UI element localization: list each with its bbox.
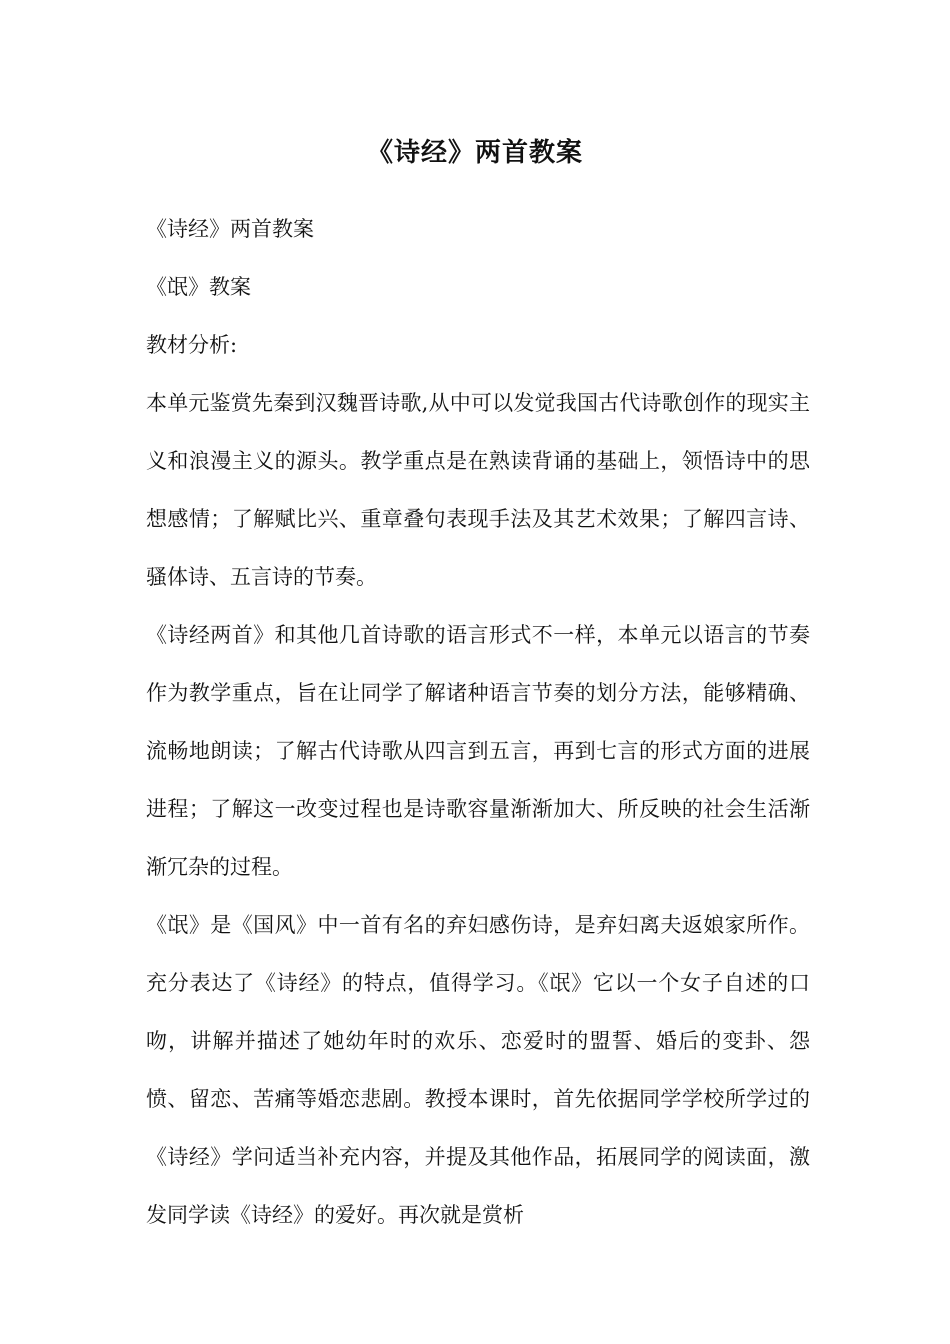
- paragraph-lesson-heading: 《氓》教案: [146, 275, 251, 299]
- paragraph-unit-analysis: 本单元鉴赏先秦到汉魏晋诗歌,从中可以发觉我国古代诗歌创作的现实主义和浪漫主义的源头。教学重点是在熟读背诵的基础上，领悟诗中的思想感情；了解赋比兴、重章叠句表现手法及其艺术效果；了解四言诗、骚体诗、五言诗的节奏。: [146, 391, 810, 589]
- document-title: 《诗经》两首教案: [366, 138, 583, 168]
- paragraph-meng-analysis: 《氓》是《国风》中一首有名的弃妇感伤诗，是弃妇离夫返娘家所作。充分表达了《诗经》的特点，值得学习。《氓》它以一个女子自述的口吻，讲解并描述了她幼年时的欢乐、恋爱时的盟誓、婚后的变卦、怨愤、留恋、苦痛等婚恋悲剧。教授本课时，首先依据同学学校所学过的《诗经》学问适当补充内容，并提及其他作品，拓展同学的阅读面，激发同学读《诗经》的爱好。再次就是赏析: [146, 913, 810, 1227]
- document-body: [146, 200, 810, 1244]
- paragraph-subtitle: 《诗经》两首教案: [146, 217, 314, 241]
- paragraph-language-rhythm: 《诗经两首》和其他几首诗歌的语言形式不一样，本单元以语言的节奏作为教学重点，旨在让同学了解诸种语言节奏的划分方法，能够精确、流畅地朗读；了解古代诗歌从四言到五言，再到七言的形式方面的进展进程；了解这一改变过程也是诗歌容量渐渐加大、所反映的社会生活渐渐冗杂的过程。: [146, 623, 810, 879]
- paragraph-section-heading: 教材分析:: [146, 333, 238, 357]
